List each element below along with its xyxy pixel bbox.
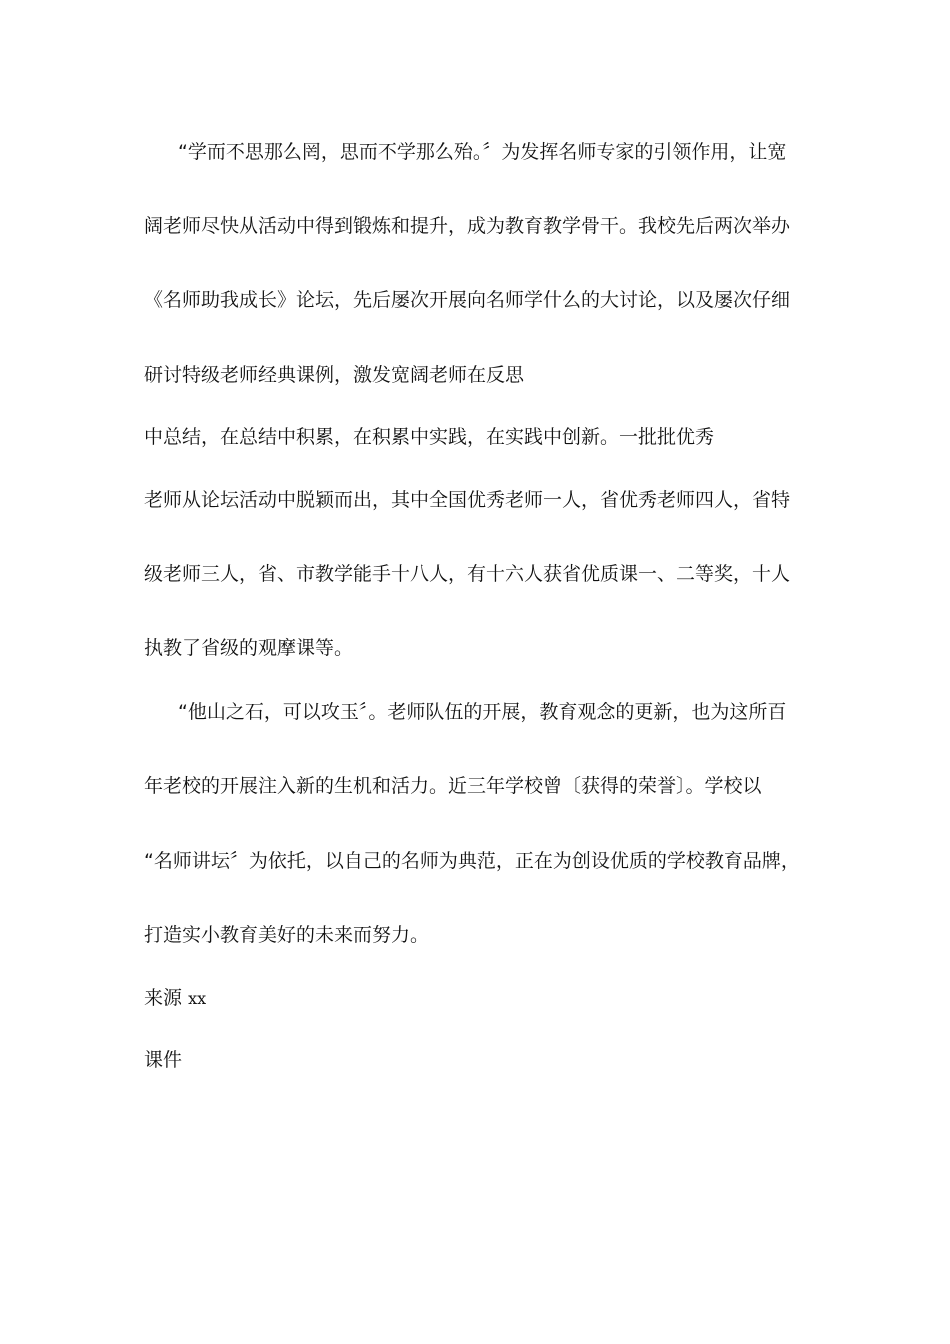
paragraph-2-line-1: 中总结，在总结中积累，在积累中实践，在实践中创新。一批批优秀 — [144, 426, 715, 448]
paragraph-2-line-3: 级老师三人，省、市教学能手十八人，有十六人获省优质课一、二等奖，十人 — [144, 563, 791, 585]
paragraph-1-line-2: 阔老师尽快从活动中得到锻炼和提升，成为教育教学骨干。我校先后两次举办 — [144, 215, 791, 237]
paragraph-1-line-1: “学而不思那么罔，思而不学那么殆。〞为发挥名师专家的引领作用，让宽 — [178, 141, 787, 163]
paragraph-2-line-2: 老师从论坛活动中脱颖而出，其中全国优秀老师一人，省优秀老师四人，省特 — [144, 489, 791, 511]
paragraph-1-line-4: 研讨特级老师经典课例，激发宽阔老师在反思 — [144, 364, 525, 386]
source-line — [144, 986, 206, 1011]
paragraph-3-line-2: 年老校的开展注入新的生机和活力。近三年学校曾〔获得的荣誉〕。学校以 — [144, 775, 762, 797]
source-label: 来源 — [144, 987, 183, 1009]
paragraph-1-line-3: 《名师助我成长》论坛，先后屡次开展向名师学什么的大讨论，以及屡次仔细 — [144, 289, 791, 311]
paragraph-3-line-3: “名师讲坛〞为依托，以自己的名师为典范，正在为创设优质的学校教育品牌， — [144, 850, 800, 872]
source-value: xx — [188, 989, 207, 1008]
paragraph-2-line-4: 执教了省级的观摩课等。 — [144, 637, 354, 659]
paragraph-3-line-4: 打造实小教育美好的未来而努力。 — [144, 924, 430, 946]
paragraph-3-line-1: “他山之石，可以攻玉〞。老师队伍的开展，教育观念的更新，也为这所百 — [178, 701, 787, 723]
footer-label: 课件 — [144, 1049, 183, 1071]
